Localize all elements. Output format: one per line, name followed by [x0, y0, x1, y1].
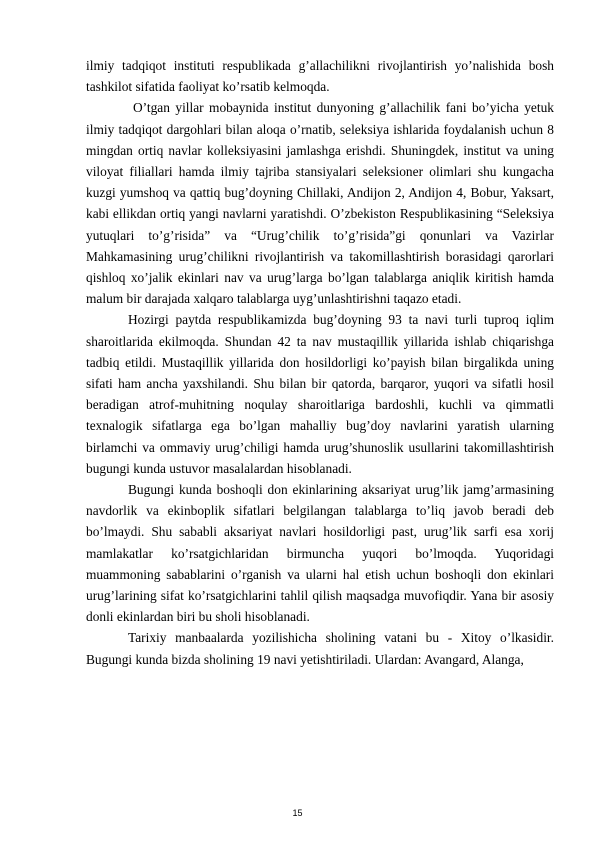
body-text	[86, 55, 554, 670]
paragraph-2: O’tgan yillar mobaynida institut dunyoning g’allachilik fani bo’yicha yetuk ilmiy tadqiqot dargohlari bilan aloqa o’rnatib, seleksiya ishlarida foydalanish uchun 8 mingdan ortiq navlar kolleksiyasini jamlashga erishdi. Shuningdek, institut va uning viloyat filiallari hamda ilmiy tajriba stansiyalari seleksioner olimlari shu kungacha kuzgi yumshoq va qattiq bug’doyning Chillaki, Andijon 2, Andijon 4, Bobur, Yaksart, kabi ellikdan ortiq yangi navlarni yaratishdi. O’zbekiston Respublikasining “Seleksiya yutuqlari to’g’risida” va “Urug’chilik to’g’risida”gi qonunlari va Vazirlar Mahkamasining urug’chilikni rivojlantirish va takomillashtirish borasidagi qarorlari qishloq xo’jalik ekinlari nav va urug’larga bo’lgan talablarga aniqlik kiritish hamda malum bir darajada xalqaro talablarga uyg’unlashtirishni taqazo etadi.	[86, 100, 554, 307]
page-number: 15	[292, 808, 303, 818]
paragraph-4: Bugungi kunda boshoqli don ekinlarining aksariyat urug’lik jamg’armasining navdorlik va ekinboplik sifatlari belgilangan talablarga to’liq javob beradi deb bo’lmaydi. Shu sababli aksariyat navlari hosildorligi past, urug’lik sarfi esa xorij mamlakatlar ko’rsatgichlaridan birmuncha yuqori bo’lmoqda. Yuqoridagi muammoning sabablarini o’rganish va ularni hal etish uchun boshoqli don ekinlari urug’larining sifat ko’rsatgichlarini tahlil qilish maqsadga muvofiqdir. Yana bir asosiy donli ekinlardan biri bu sholi hisoblanadi.	[86, 482, 554, 625]
paragraph-1: ilmiy tadqiqot instituti respublikada g’allachilikni rivojlantirish yo’nalishida bosh tashkilot sifatida faoliyat ko’rsatib kelmoqda.	[86, 58, 554, 95]
paragraph-3: Hozirgi paytda respublikamizda bug’doyning 93 ta navi turli tuproq iqlim sharoitlarida ekilmoqda. Shundan 42 ta nav mustaqillik yillarida ishlab chiqarishga tadbiq etildi. Mustaqillik yillarida don hosildorligi ko’payish bilan birgalikda uning sifati ham ancha yaxshilandi. Shu bilan bir qatorda, barqaror, yuqori va sifatli hosil beradigan atrof-muhitning noqulay sharoitlariga bardoshli, kuchli va qimmatli texnalogik sifatlarga ega bo’lgan mahalliy bug’doy navlarini yaratish ularning birlamchi va ommaviy urug’chiligi hamda urug’shunoslik usullarini takomillashtirish bugungi kunda ustuvor masalalardan hisoblanadi.	[86, 312, 554, 476]
paragraph-5: Tarixiy manbaalarda yozilishicha sholining vatani bu - Xitoy o’lkasidir. Bugungi kunda bizda sholining 19 navi yetishtiriladi. Ulardan: Avangard, Alanga,	[86, 630, 554, 667]
